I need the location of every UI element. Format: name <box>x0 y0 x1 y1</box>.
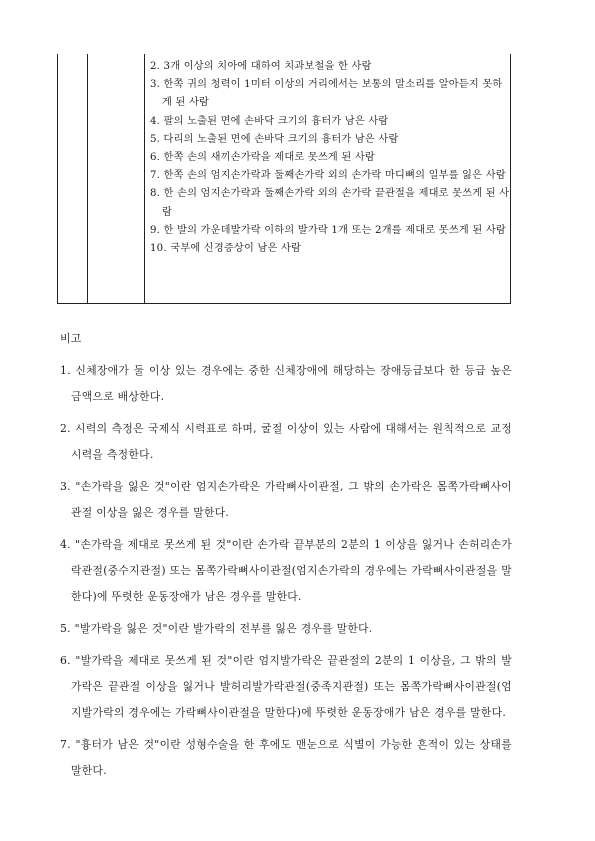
table-criteria-item <box>150 240 510 258</box>
table-criteria-text: 8. 한 손의 엄지손가락과 둘째손가락 외의 손가락 끝관절을 제대로 못쓰게 된 사람 <box>150 188 510 218</box>
note-item <box>60 732 512 784</box>
table-column-divider <box>87 54 88 304</box>
table-criteria-item <box>150 185 510 221</box>
note-item <box>60 616 512 642</box>
notes-heading: 비고 <box>60 332 82 345</box>
note-item <box>60 532 512 610</box>
note-item <box>60 358 512 410</box>
note-item <box>60 648 512 726</box>
table-border-left <box>57 54 58 304</box>
table-column-divider <box>144 54 145 304</box>
table-criteria-item <box>150 113 510 131</box>
table-criteria-item <box>150 58 510 76</box>
note-text: 2. 시력의 측정은 국제식 시력표로 하며, 굴절 이상이 있는 사람에 대해서는 원칙적으로 교정시력을 측정한다. <box>60 422 512 461</box>
table-criteria-item <box>150 131 510 149</box>
table-criteria-item <box>150 149 510 167</box>
note-text: 3. "손가락을 잃은 것"이란 엄지손가락은 가락뼈사이관절, 그 밖의 손가락은 몸쪽가락뼈사이관절 이상을 잃은 경우를 말한다. <box>60 480 512 519</box>
note-text: 4. "손가락을 제대로 못쓰게 된 것"이란 손가락 끝부분의 2분의 1 이상을 잃거나 손허리손가락관절(중수지관절) 또는 몸쪽가락뼈사이관절(엄지손가락의 경우에는 가락뼈사이관절을 말한다)에 뚜렷한 운동장애가 남은 경우를 말한다. <box>60 538 512 603</box>
table-criteria-text: 6. 한쪽 손의 새끼손가락을 제대로 못쓰게 된 사람 <box>150 152 375 164</box>
note-text: 5. "발가락을 잃은 것"이란 발가락의 전부를 잃은 경우를 말한다. <box>60 622 373 635</box>
table-criteria-item <box>150 167 510 185</box>
note-text: 1. 신체장애가 둘 이상 있는 경우에는 중한 신체장애에 해당하는 장애등급보다 한 등급 높은 금액으로 배상한다. <box>60 364 512 403</box>
note-item <box>60 416 512 468</box>
table-criteria-text: 4. 팔의 노출된 면에 손바닥 크기의 흉터가 남은 사람 <box>150 115 389 127</box>
note-text: 7. "흉터가 남은 것"이란 성형수술을 한 후에도 맨눈으로 식별이 가능한 흔적이 있는 상태를 말한다. <box>60 738 512 777</box>
notes-list <box>60 358 512 790</box>
table-criteria-text: 3. 한쪽 귀의 청력이 1미터 이상의 거리에서는 보통의 말소리를 알아듣지 못하게 된 사람 <box>150 79 503 109</box>
table-border-bottom <box>57 303 511 304</box>
table-criteria-text: 9. 한 발의 가운데발가락 이하의 발가락 1개 또는 2개를 제대로 못쓰게 된 사람 <box>150 224 506 236</box>
table-criteria-item <box>150 222 510 240</box>
table-criteria-list <box>150 58 510 258</box>
table-criteria-text: 10. 국부에 신경증상이 남은 사람 <box>150 243 302 255</box>
note-text: 6. "발가락을 제대로 못쓰게 된 것"이란 엄지발가락은 끝관절의 2분의 1 이상을, 그 밖의 발가락은 끝관절 이상을 잃거나 발허리발가락관절(중족지관절) 또는 몸쪽가락뼈사이관절(엄지발가락의 경우에는 가락뼈사이관절을 말한다)에 뚜렷한 운동장애가 남은 경우를 말한다. <box>60 654 512 719</box>
table-criteria-item <box>150 76 510 112</box>
table-criteria-text: 7. 한쪽 손의 엄지손가락과 둘째손가락 외의 손가락 마디뼈의 일부를 잃은 사람 <box>150 170 506 182</box>
table-border-right <box>510 54 511 304</box>
table-criteria-text: 2. 3개 이상의 치아에 대하여 치과보철을 한 사람 <box>150 61 372 72</box>
note-item <box>60 474 512 526</box>
table-criteria-text: 5. 다리의 노출된 면에 손바닥 크기의 흉터가 남은 사람 <box>150 133 399 145</box>
